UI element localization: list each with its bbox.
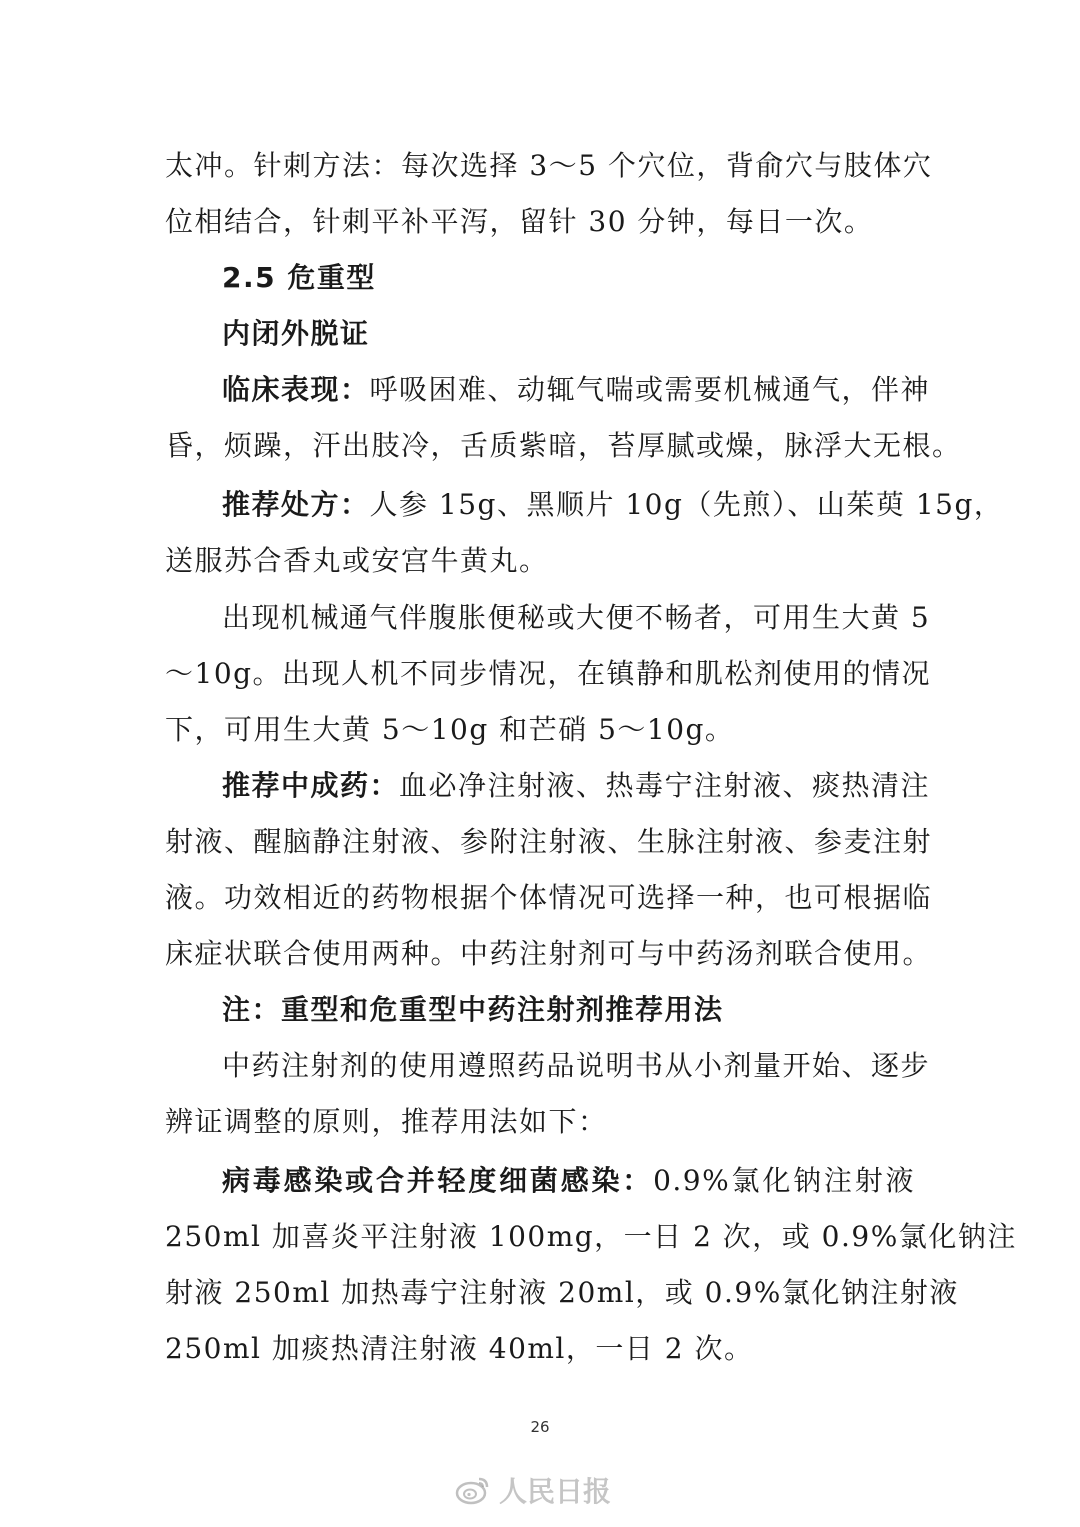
paragraph-line [222,1161,915,1201]
paragraph-line: 送服苏合香丸或安宫牛黄丸。 [165,544,549,577]
paragraph-line [222,370,931,410]
infection-text: 0.9%氯化钠注射液 [653,1164,915,1197]
infection-label: 病毒感染或合并轻度细菌感染： [222,1164,654,1197]
paragraph-line: 昏，烦躁，汗出肢冷，舌质紫暗，苔厚腻或燥，脉浮大无根。 [165,429,962,462]
paragraph-line: 射液、醒脑静注射液、参附注射液、生脉注射液、参麦注射 [165,825,933,858]
paragraph-line: 中药注射剂的使用遵照药品说明书从小剂量开始、逐步 [222,1049,931,1082]
paragraph-line: ～10g。出现人机不同步情况，在镇静和肌松剂使用的情况 [165,657,932,690]
note-heading: 注：重型和危重型中药注射剂推荐用法 [222,993,724,1026]
paragraph-line: 液。功效相近的药物根据个体情况可选择一种，也可根据临 [165,881,933,914]
section-heading: 2.5 危重型 [222,261,376,294]
watermark-text: 人民日报 [499,1475,612,1508]
watermark [455,1470,611,1510]
paragraph-line: 出现机械通气伴腹胀便秘或大便不畅者，可用生大黄 5 [222,601,931,634]
paragraph-line: 射液 250ml 加热毒宁注射液 20ml，或 0.9%氯化钠注射液 [165,1276,959,1309]
paragraph-line: 250ml 加喜炎平注射液 100mg，一日 2 次，或 0.9%氯化钠注 [165,1220,1017,1253]
page-number: 26 [530,1418,550,1436]
paragraph-line: 250ml 加痰热清注射液 40ml，一日 2 次。 [165,1332,754,1365]
paragraph-line: 辨证调整的原则，推荐用法如下： [165,1105,608,1138]
paragraph-line: 位相结合，针刺平补平泻，留针 30 分钟，每日一次。 [165,205,874,238]
paragraph-line: 床症状联合使用两种。中药注射剂可与中药汤剂联合使用。 [165,937,933,970]
paragraph-line [222,485,1004,525]
prescription-text: 人参 15g、黑顺片 10g（先煎）、山茱萸 15g， [369,488,1004,521]
clinical-label: 临床表现： [222,373,370,406]
prescription-label: 推荐处方： [222,488,370,521]
patent-medicine-label: 推荐中成药： [222,769,400,802]
subsection-heading: 内闭外脱证 [222,317,370,350]
paragraph-line: 太冲。针刺方法：每次选择 3～5 个穴位，背俞穴与肢体穴 [165,149,933,182]
paragraph-line [222,766,931,806]
clinical-text: 呼吸困难、动辄气喘或需要机械通气，伴神 [369,373,931,406]
weibo-icon [455,1475,491,1505]
patent-medicine-text: 血必净注射液、热毒宁注射液、痰热清注 [399,769,931,802]
paragraph-line: 下，可用生大黄 5～10g 和芒硝 5～10g。 [165,713,735,746]
